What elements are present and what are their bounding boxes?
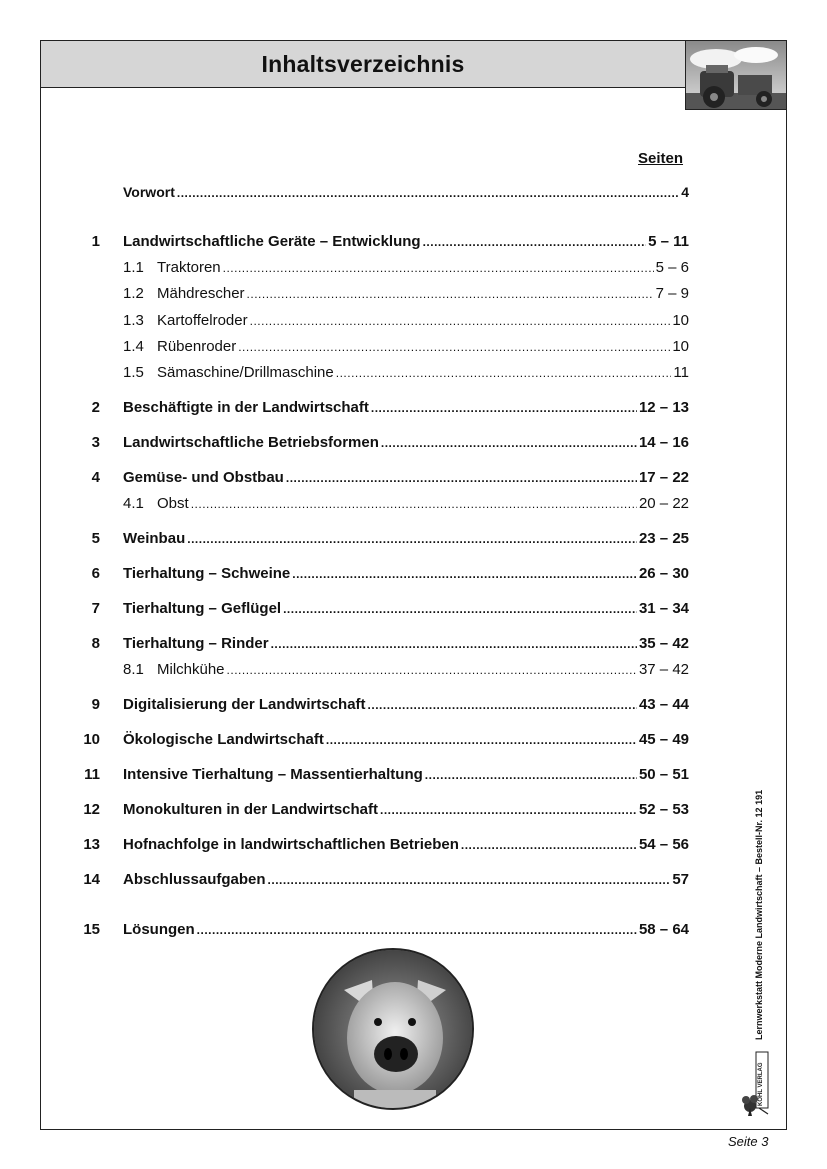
toc-entry [0, 311, 827, 331]
svg-text:KOHL VERLAG: KOHL VERLAG [758, 1062, 764, 1106]
subchapter-number: 1.4 [123, 338, 144, 355]
page-range: 35 – 42 [638, 635, 689, 652]
chapter-number: 14 [83, 871, 100, 888]
dot-leader [191, 494, 637, 514]
toc-entry [0, 765, 827, 785]
subchapter-number: 1.3 [123, 312, 144, 329]
subchapter-number: 4.1 [123, 495, 144, 512]
toc-entry-body [123, 433, 689, 453]
dot-leader [368, 695, 637, 715]
chapter-title: Weinbau [123, 530, 186, 547]
page-range: 57 [672, 871, 689, 888]
chapter-number: 5 [91, 530, 100, 547]
toc-entry-body [123, 232, 689, 252]
toc-entry [0, 634, 827, 654]
chapter-title: Rübenroder [157, 338, 237, 355]
kohl-verlag-logo-icon [741, 1050, 771, 1116]
toc-entry [0, 258, 827, 278]
chapter-title: Tierhaltung – Geflügel [123, 600, 282, 617]
chapter-number: 12 [83, 801, 100, 818]
subchapter-number: 8.1 [123, 661, 144, 678]
dot-leader [238, 337, 670, 357]
toc-entry [0, 920, 827, 940]
dot-leader [286, 468, 637, 488]
page-range: 14 – 16 [638, 434, 689, 451]
toc-entry [0, 468, 827, 488]
toc-entry-body [123, 730, 689, 750]
subchapter-number: 1.2 [123, 285, 144, 302]
pages-column-header: Seiten [638, 150, 684, 167]
page-number: Seite 3 [728, 1134, 769, 1149]
dot-leader [177, 183, 679, 203]
page-range: 58 – 64 [638, 921, 689, 938]
toc-entry-body [123, 835, 689, 855]
page-range: 54 – 56 [638, 836, 689, 853]
toc-entry-body [123, 634, 689, 654]
toc-entry [0, 232, 827, 252]
chapter-title: Digitalisierung der Landwirtschaft [123, 696, 366, 713]
chapter-title: Beschäftigte in der Landwirtschaft [123, 399, 369, 416]
toc-entry [0, 660, 827, 680]
toc-entry-body [123, 182, 689, 203]
page-range: 52 – 53 [638, 801, 689, 818]
dot-leader [250, 311, 671, 331]
dot-leader [371, 398, 637, 418]
page-range: 45 – 49 [638, 731, 689, 748]
chapter-title: Vorwort [123, 184, 175, 200]
chapter-number: 1 [91, 233, 100, 250]
chapter-number: 7 [91, 600, 100, 617]
page-range: 26 – 30 [638, 565, 689, 582]
toc-entry-body [123, 765, 689, 785]
chapter-title: Landwirtschaftliche Geräte – Entwicklung [123, 233, 421, 250]
chapter-number: 11 [84, 766, 100, 783]
page-title: Inhaltsverzeichnis [261, 50, 465, 77]
dot-leader [381, 433, 637, 453]
chapter-title: Intensive Tierhaltung – Massentierhaltung [123, 766, 423, 783]
toc-entry-body [123, 870, 689, 890]
page-range: 10 [672, 312, 689, 329]
toc-entry-body [123, 800, 689, 820]
chapter-title: Milchkühe [157, 661, 225, 678]
page-range: 12 – 13 [638, 399, 689, 416]
dot-leader [271, 634, 637, 654]
dot-leader [380, 800, 637, 820]
chapter-number: 2 [91, 399, 100, 416]
toc-entry-body [123, 695, 689, 715]
page-range: 20 – 22 [638, 495, 689, 512]
toc-entry [0, 835, 827, 855]
chapter-title: Lösungen [123, 921, 195, 938]
chapter-title: Traktoren [157, 259, 221, 276]
chapter-title: Obst [157, 495, 189, 512]
chapter-number: 9 [91, 696, 100, 713]
toc-entry [0, 284, 827, 304]
page-range: 37 – 42 [638, 661, 689, 678]
toc-entry [0, 337, 827, 357]
toc-entry-body [123, 398, 689, 418]
chapter-number: 4 [91, 469, 100, 486]
toc-entry-body [123, 284, 689, 304]
toc-entry-body [123, 258, 689, 278]
dot-leader [292, 564, 637, 584]
publisher-logo [741, 1050, 771, 1116]
tractor-photo [685, 40, 787, 110]
chapter-number: 8 [91, 635, 100, 652]
page-range: 7 – 9 [655, 285, 689, 302]
toc-entry-body [123, 564, 689, 584]
chapter-title: Abschlussaufgaben [123, 871, 266, 888]
toc-entry [0, 494, 827, 514]
chapter-number: 10 [83, 731, 100, 748]
page-range: 5 – 6 [655, 259, 689, 276]
toc-entry [0, 564, 827, 584]
chapter-title: Tierhaltung – Rinder [123, 635, 269, 652]
chapter-number: 15 [83, 921, 100, 938]
page-range: 5 – 11 [648, 233, 689, 250]
toc-entry [0, 398, 827, 418]
page-range: 10 [672, 338, 689, 355]
chapter-number: 13 [83, 836, 100, 853]
chapter-title: Monokulturen in der Landwirtschaft [123, 801, 379, 818]
page-range: 4 [681, 184, 689, 200]
dot-leader [425, 765, 637, 785]
toc-entry [0, 800, 827, 820]
toc-entry-body [123, 660, 689, 680]
chapter-title: Gemüse- und Obstbau [123, 469, 284, 486]
toc-entry [0, 433, 827, 453]
toc-entry-body [123, 311, 689, 331]
toc-entry-body [123, 337, 689, 357]
toc-entry [0, 870, 827, 890]
toc-entry [0, 730, 827, 750]
page-range: 50 – 51 [638, 766, 689, 783]
subchapter-number: 1.5 [123, 364, 144, 381]
toc-entry [0, 599, 827, 619]
series-order-number: Lernwerkstatt Moderne Landwirtschaft – Bestell-Nr. 12 191 [754, 789, 764, 1040]
dot-leader [336, 363, 672, 383]
dot-leader [247, 284, 654, 304]
page-range: 23 – 25 [638, 530, 689, 547]
page-range: 17 – 22 [638, 469, 689, 486]
dot-leader [461, 835, 637, 855]
title-bar [40, 40, 686, 88]
dot-leader [283, 599, 637, 619]
toc-entry-body [123, 468, 689, 488]
dot-leader [268, 870, 671, 890]
toc-entry-body [123, 494, 689, 514]
chapter-title: Ökologische Landwirtschaft [123, 731, 324, 748]
toc-entry [0, 529, 827, 549]
toc-entry-body [123, 920, 689, 940]
toc-entry-body [123, 363, 689, 383]
dot-leader [223, 258, 654, 278]
chapter-title: Hofnachfolge in landwirtschaftlichen Betrieben [123, 836, 459, 853]
chapter-title: Kartoffelroder [157, 312, 248, 329]
chapter-title: Tierhaltung – Schweine [123, 565, 291, 582]
dot-leader [423, 232, 647, 252]
chapter-number: 3 [91, 434, 100, 451]
pig-image-icon [314, 950, 474, 1110]
toc-entry-body [123, 599, 689, 619]
pig-photo [312, 948, 474, 1110]
page-range: 31 – 34 [638, 600, 689, 617]
page-range: 43 – 44 [638, 696, 689, 713]
chapter-title: Sämaschine/Drillmaschine [157, 364, 334, 381]
chapter-title: Landwirtschaftliche Betriebsformen [123, 434, 379, 451]
chapter-number: 6 [91, 565, 100, 582]
dot-leader [227, 660, 637, 680]
dot-leader [187, 529, 637, 549]
dot-leader [197, 920, 637, 940]
toc-entry [0, 695, 827, 715]
dot-leader [326, 730, 637, 750]
tractor-image-icon [686, 41, 787, 110]
subchapter-number: 1.1 [123, 259, 144, 276]
chapter-title: Mähdrescher [157, 285, 245, 302]
toc-entry [0, 363, 827, 383]
toc-entry [0, 182, 827, 202]
toc-entry-body [123, 529, 689, 549]
page-range: 11 [673, 364, 689, 381]
